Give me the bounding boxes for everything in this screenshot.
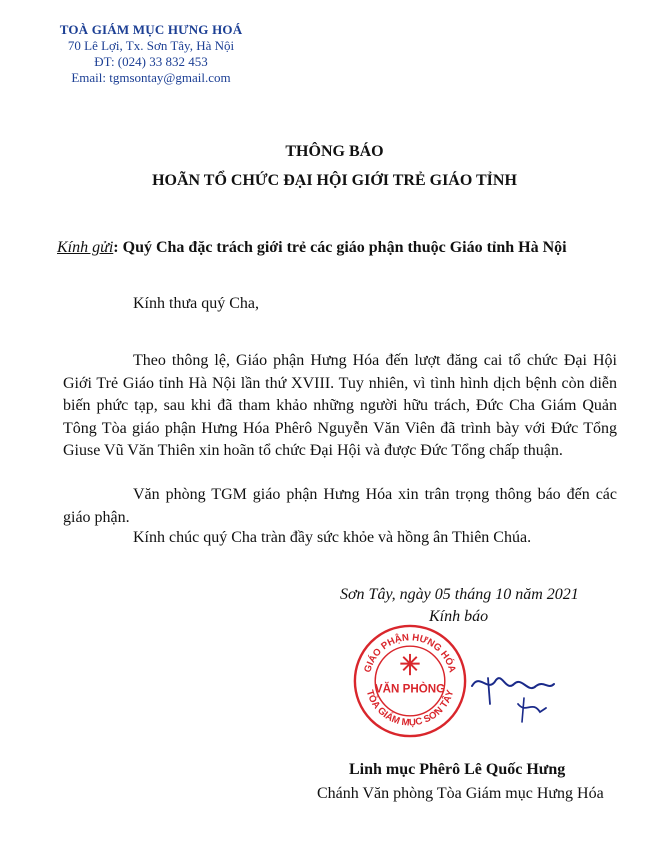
closing-phrase: Kính báo [429, 608, 489, 625]
body-paragraph-2: Văn phòng TGM giáo phận Hưng Hóa xin trân trọng thông báo đến các giáo phận. [63, 486, 617, 526]
greeting: Kính thưa quý Cha, [133, 295, 259, 312]
signer-name: Linh mục Phêrô Lê Quốc Hưng [349, 761, 566, 778]
office-seal [352, 623, 468, 739]
recipient-line [57, 239, 567, 257]
seal-cross-icon [400, 654, 419, 675]
seal-top-text: GIÁO PHẬN HƯNG HÓA [362, 632, 458, 674]
place-date: Sơn Tây, ngày 05 tháng 10 năm 2021 [340, 586, 579, 603]
phone: ĐT: (024) 33 832 453 [94, 54, 208, 69]
body-paragraph-3: Kính chúc quý Cha tràn đầy sức khỏe và hồng ân Thiên Chúa. [133, 529, 532, 546]
address: 70 Lê Lợi, Tx. Sơn Tây, Hà Nội [67, 38, 235, 53]
seal-center-text: VĂN PHÒNG [374, 682, 446, 696]
document-title: THÔNG BÁO [285, 143, 384, 160]
signer-position: Chánh Văn phòng Tòa Giám mục Hưng Hóa [317, 785, 604, 802]
document-subtitle: HOÃN TỔ CHỨC ĐẠI HỘI GIỚI TRẺ GIÁO TỈNH [152, 172, 517, 189]
seal-bottom-text: TÒA GIÁM MỤC SƠN TÂY [363, 688, 457, 729]
letterhead [36, 22, 266, 86]
recipient-value: : Quý Cha đặc trách giới trẻ các giáo phận thuộc Giáo tỉnh Hà Nội [113, 239, 567, 256]
body-paragraph-1: Theo thông lệ, Giáo phận Hưng Hóa đến lượt đăng cai tổ chức Đại Hội Giới Trẻ Giáo tỉnh Hà Nội lần thứ XVIII. Tuy nhiên, vì tình hình dịch bệnh còn diễn biến phức tạp, sau khi đã tham khảo những người hữu trách, Đức Cha Giám Quản Tông Tòa giáo phận Hưng Hóa Phêrô Nguyễn Văn Viên đã trình bày với Đức Tổng Giuse Vũ Văn Thiên xin hoãn tổ chức Đại Hội và được Đức Tổng chấp thuận. [63, 352, 617, 459]
email: Email: tgmsontay@gmail.com [71, 70, 231, 85]
organization-name: TOÀ GIÁM MỤC HƯNG HOÁ [59, 22, 243, 37]
recipient-label: Kính gửi [57, 239, 114, 256]
handwritten-signature [466, 664, 558, 728]
